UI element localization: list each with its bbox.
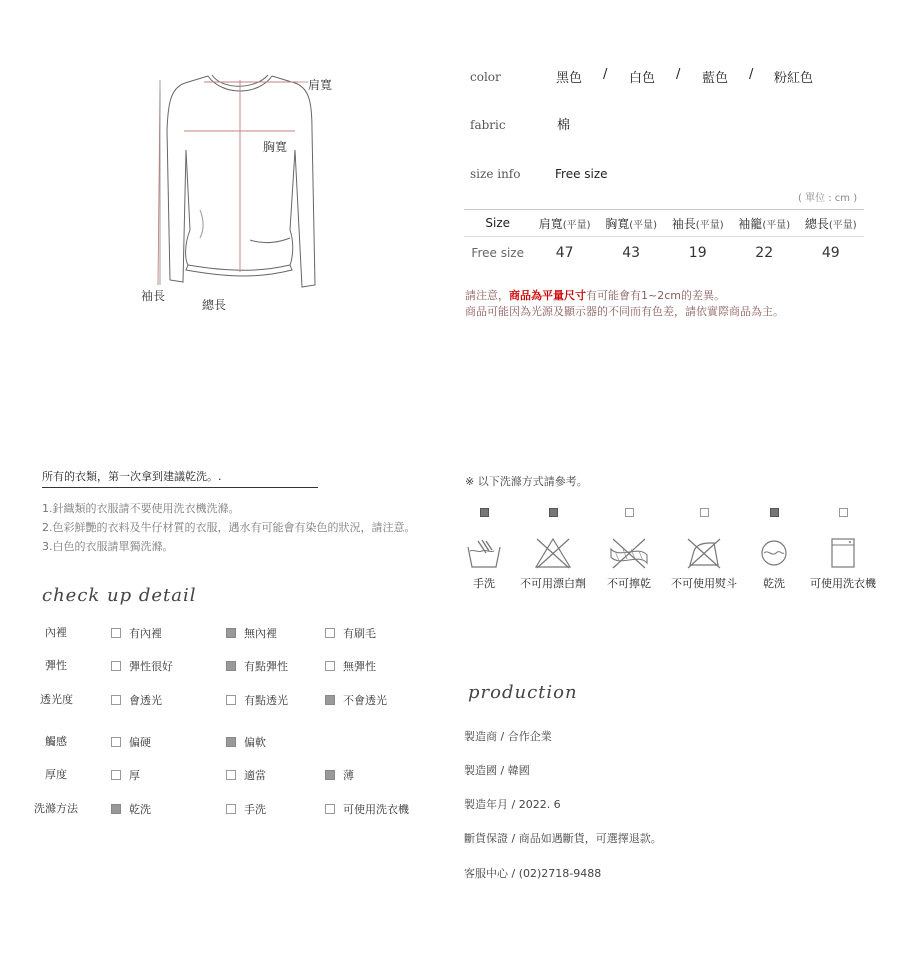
check-up-option-label: 有內裡 bbox=[129, 627, 162, 640]
check-up-option bbox=[226, 658, 288, 674]
hand-wash-icon bbox=[464, 537, 504, 569]
check-up-option-label: 薄 bbox=[343, 769, 354, 782]
check-up-option-label: 有點透光 bbox=[244, 694, 288, 707]
color-option-black: 黑色 bbox=[556, 71, 583, 86]
care-item-washing-machine: 可使用洗衣機 bbox=[808, 508, 878, 591]
check-up-option bbox=[325, 658, 376, 674]
check-up-option bbox=[325, 801, 409, 817]
unchecked-box-icon bbox=[226, 770, 236, 780]
check-up-row-label: 透光度 bbox=[40, 693, 73, 706]
care-item-dry-clean: 乾洗 bbox=[739, 508, 809, 591]
checked-box-icon bbox=[111, 804, 121, 814]
check-up-row-label: 內裡 bbox=[45, 626, 67, 639]
washing-machine-icon bbox=[823, 537, 863, 569]
check-up-option bbox=[226, 767, 266, 783]
measurement-notice: 請注意，商品為平量尺寸有可能會有1~2cm的差異。 商品可能因為光源及顯示器的不同而有色差，請依實際商品為主。 bbox=[465, 289, 784, 318]
garment-sketch bbox=[130, 60, 350, 320]
check-up-option bbox=[111, 692, 162, 708]
sleeve-length-label: 袖長 bbox=[141, 289, 166, 303]
no-wring-icon bbox=[609, 537, 649, 569]
care-indicator-checked bbox=[770, 508, 779, 517]
checked-box-icon bbox=[325, 770, 335, 780]
color-option-blue: 藍色 bbox=[702, 71, 729, 86]
check-up-option-label: 偏軟 bbox=[244, 736, 266, 749]
table-row bbox=[464, 237, 864, 270]
production-maker: 製造商 / 合作企業 bbox=[464, 730, 552, 743]
size-info-value: Free size bbox=[555, 167, 608, 181]
length-col-header: 總長(平量) bbox=[797, 210, 864, 237]
production-title: production bbox=[468, 682, 578, 703]
color-separator: / bbox=[603, 67, 608, 82]
size-info-label: size info bbox=[470, 167, 521, 181]
care-item-no-iron: 不可使用熨斗 bbox=[669, 508, 739, 591]
color-separator: / bbox=[676, 67, 681, 82]
color-option-pink: 粉紅色 bbox=[774, 71, 814, 86]
armhole-col-header: 袖籠(平量) bbox=[731, 210, 798, 237]
check-up-option bbox=[325, 692, 387, 708]
check-up-option bbox=[325, 625, 376, 641]
color-option-white: 白色 bbox=[629, 71, 656, 86]
no-iron-icon bbox=[684, 537, 724, 569]
no-bleach-icon bbox=[533, 537, 573, 569]
check-up-row-label: 觸感 bbox=[45, 735, 67, 748]
list-item: 1.針織類的衣服請不要使用洗衣機洗滌。 bbox=[42, 502, 240, 515]
check-up-option bbox=[226, 801, 266, 817]
checked-box-icon bbox=[226, 737, 236, 747]
production-guarantee: 斷貨保證 / 商品如遇斷貨，可選擇退款。 bbox=[464, 832, 662, 845]
sleeve-col-header: 袖長(平量) bbox=[664, 210, 731, 237]
check-up-option bbox=[111, 801, 151, 817]
table-cell: 22 bbox=[755, 245, 774, 261]
chest-col-header: 胸寬(平量) bbox=[598, 210, 665, 237]
check-up-option-label: 厚 bbox=[129, 769, 140, 782]
size-table bbox=[464, 209, 864, 269]
check-up-option-label: 彈性很好 bbox=[129, 660, 173, 673]
care-item-hand-wash: 手洗 bbox=[449, 508, 519, 591]
table-cell: 43 bbox=[622, 245, 641, 261]
table-cell: 49 bbox=[821, 245, 840, 261]
table-cell: 47 bbox=[555, 245, 574, 261]
check-up-option-label: 會透光 bbox=[129, 694, 162, 707]
unchecked-box-icon bbox=[111, 695, 121, 705]
check-up-title: check up detail bbox=[42, 585, 197, 606]
check-up-option-label: 適當 bbox=[244, 769, 266, 782]
care-note: ※ 以下洗滌方式請參考。 bbox=[465, 475, 588, 488]
check-up-row-label: 彈性 bbox=[45, 659, 67, 672]
check-up-option bbox=[111, 658, 173, 674]
unit-note: ( 單位 : cm ) bbox=[798, 193, 858, 204]
washing-rules bbox=[42, 499, 416, 556]
care-indicator-unchecked bbox=[625, 508, 634, 517]
care-indicator-checked bbox=[480, 508, 489, 517]
shoulder-col-header: 肩寬(平量) bbox=[531, 210, 598, 237]
check-up-option-label: 偏硬 bbox=[129, 736, 151, 749]
care-indicator-unchecked bbox=[700, 508, 709, 517]
unchecked-box-icon bbox=[111, 628, 121, 638]
care-indicator-checked bbox=[549, 508, 558, 517]
check-up-option-label: 無彈性 bbox=[343, 660, 376, 673]
check-up-option bbox=[111, 625, 162, 641]
tshirt-outline-icon bbox=[130, 60, 350, 320]
unchecked-box-icon bbox=[325, 628, 335, 638]
unchecked-box-icon bbox=[111, 737, 121, 747]
check-up-option bbox=[226, 734, 266, 750]
list-item: 3.白色的衣服請單獨洗滌。 bbox=[42, 540, 174, 553]
check-up-option bbox=[111, 767, 140, 783]
table-cell: Free size bbox=[471, 246, 524, 260]
unchecked-box-icon bbox=[111, 661, 121, 671]
check-up-option-label: 有點彈性 bbox=[244, 660, 288, 673]
check-up-option bbox=[325, 767, 354, 783]
color-separator: / bbox=[749, 67, 754, 82]
washing-heading: 所有的衣類，第一次拿到建議乾洗。. bbox=[42, 468, 318, 488]
unchecked-box-icon bbox=[325, 804, 335, 814]
chest-width-label: 胸寬 bbox=[263, 140, 288, 154]
size-table-header bbox=[464, 210, 864, 237]
check-up-row-label: 洗滌方法 bbox=[34, 802, 78, 815]
production-service: 客服中心 / (02)2718-9488 bbox=[464, 867, 602, 880]
color-label: color bbox=[470, 70, 501, 84]
check-up-option-label: 手洗 bbox=[244, 803, 266, 816]
checked-box-icon bbox=[325, 695, 335, 705]
unchecked-box-icon bbox=[226, 695, 236, 705]
fabric-value: 棉 bbox=[557, 118, 571, 133]
check-up-option-label: 可使用洗衣機 bbox=[343, 803, 409, 816]
checked-box-icon bbox=[226, 628, 236, 638]
production-date: 製造年月 / 2022. 6 bbox=[464, 798, 561, 811]
care-item-no-bleach: 不可用漂白劑 bbox=[518, 508, 588, 591]
total-length-label: 總長 bbox=[202, 298, 227, 312]
list-item: 2.色彩鮮艷的衣料及牛仔材質的衣服，遇水有可能會有染色的狀況，請注意。 bbox=[42, 521, 416, 534]
check-up-option bbox=[226, 692, 288, 708]
check-up-row-label: 厚度 bbox=[45, 768, 67, 781]
check-up-option bbox=[111, 734, 151, 750]
size-col-header: Size bbox=[464, 210, 531, 237]
check-up-option-label: 乾洗 bbox=[129, 803, 151, 816]
production-country: 製造國 / 韓國 bbox=[464, 764, 530, 777]
check-up-option-label: 無內裡 bbox=[244, 627, 277, 640]
unchecked-box-icon bbox=[226, 804, 236, 814]
check-up-option bbox=[226, 625, 277, 641]
shoulder-width-label: 肩寬 bbox=[308, 78, 333, 92]
checked-box-icon bbox=[226, 661, 236, 671]
check-up-option-label: 不會透光 bbox=[343, 694, 387, 707]
unchecked-box-icon bbox=[111, 770, 121, 780]
fabric-label: fabric bbox=[470, 118, 506, 132]
dry-clean-icon bbox=[754, 537, 794, 569]
table-cell: 19 bbox=[688, 245, 707, 261]
care-item-no-wring: 不可擰乾 bbox=[594, 508, 664, 591]
unchecked-box-icon bbox=[325, 661, 335, 671]
check-up-option-label: 有刷毛 bbox=[343, 627, 376, 640]
care-indicator-unchecked bbox=[839, 508, 848, 517]
